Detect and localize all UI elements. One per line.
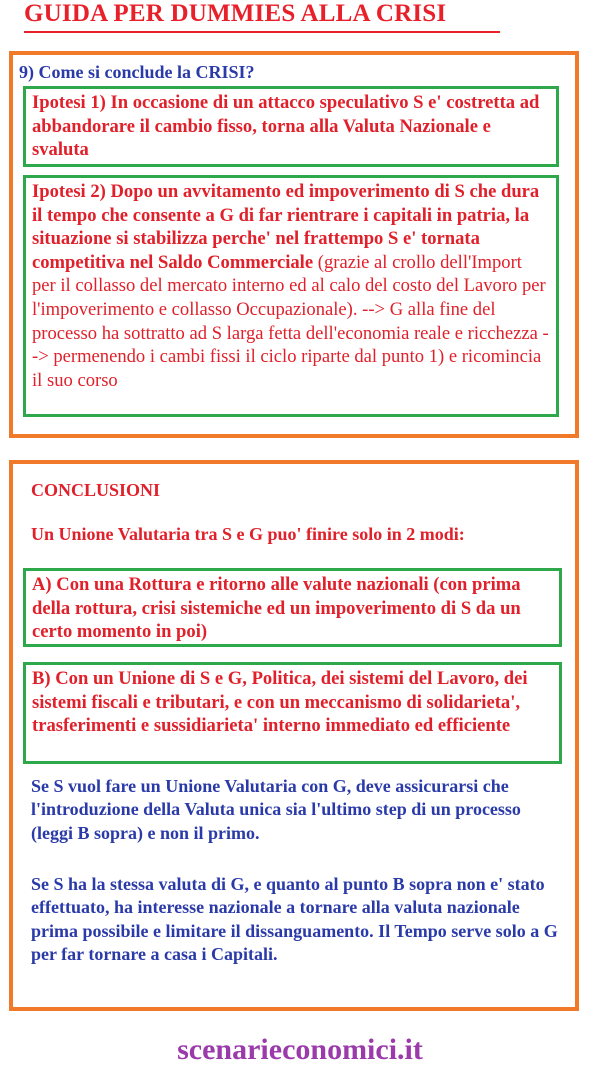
hypothesis-2-detail: (grazie al crollo dell'Import per il collasso del mercato interno ed al calo del costo del Lavoro per l'impoverimento e collasso Occupazionale). --> G alla fine del processo ha sottratto ad S larga fetta dell'economia reale e ricchezza --> permenendo i cambi fissi il ciclo riparte dal punto 1) e ricomincia il suo corso: [32, 251, 549, 391]
hypothesis-1-box: [23, 86, 559, 167]
page-title: GUIDA PER DUMMIES ALLA CRISI: [24, 0, 447, 27]
option-b-text: B) Con un Unione di S e G, Politica, dei sistemi del Lavoro, dei sistemi fiscali e tributari, e con un meccanismo di solidarieta', trasferimenti e sussidiarieta' interno immediato ed efficiente: [32, 668, 528, 737]
conclusions-heading: CONCLUSIONI: [31, 480, 161, 500]
option-a-box: [23, 568, 562, 647]
hypothesis-2-text: [32, 180, 550, 392]
option-a-text: A) Con una Rottura e ritorno alle valute nazionali (con prima della rottura, crisi sistemiche ed un impoverimento di S da un certo momento in poi): [32, 574, 521, 643]
hypothesis-2-bold: Ipotesi 2) Dopo un avvitamento ed impoverimento di S che dura il tempo che consente a G di far rientrare i capitali in patria, la situazione si stabilizza perche' nel frattempo S e' tornata competitiva nel Saldo Commerciale: [32, 181, 540, 273]
note-same-currency: Se S ha la stessa valuta di G, e quanto al punto B sopra non e' stato effettuato, ha interesse nazionale a tornare alla valuta nazionale prima possibile e limitare il dissanguamento. Il Tempo serve solo a G per far tornare a casa i Capitali.: [31, 874, 558, 964]
hypothesis-2-box: [23, 175, 559, 417]
question-heading: 9) Come si conclude la CRISI?: [19, 62, 255, 82]
note-currency-union: Se S vuol fare un Unione Valutaria con G, deve assicurarsi che l'introduzione della Valuta unica sia l'ultimo step di un processo (leggi B sopra) e non il primo.: [31, 776, 521, 843]
site-brand: scenarieconomici.it: [177, 1033, 423, 1066]
hypothesis-1-text: Ipotesi 1) In occasione di un attacco speculativo S e' costretta ad abbandorare il cambio fisso, torna alla Valuta Nazionale e svaluta: [32, 92, 540, 161]
option-b-box: [23, 662, 562, 764]
conclusions-intro: Un Unione Valutaria tra S e G puo' finire solo in 2 modi:: [31, 524, 465, 544]
title-underline: [24, 31, 500, 33]
